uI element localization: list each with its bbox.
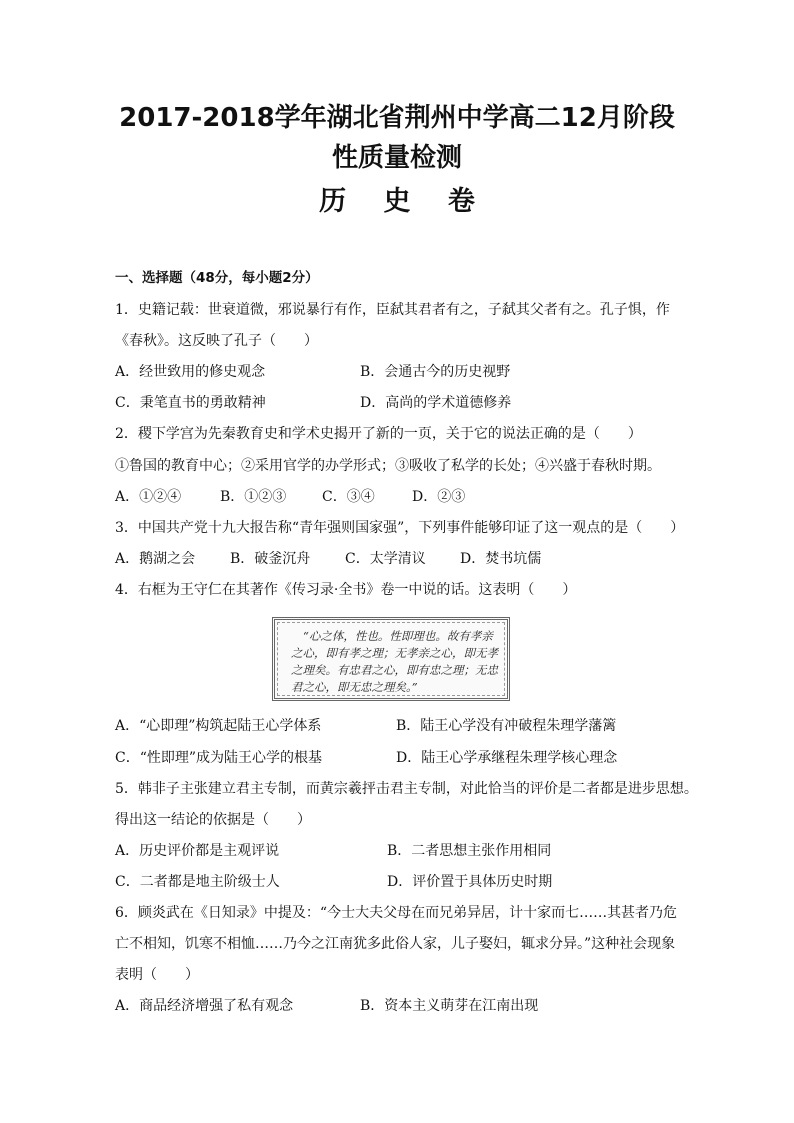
q3-option-c: C．太学清议 <box>345 551 426 567</box>
q1-option-d: D．高尚的学术道德修养 <box>360 395 512 411</box>
q3-option-d: D．焚书坑儒 <box>460 551 542 567</box>
q3-stem-line1: 3．中国共产党十九大报告称“青年强则国家强”，下列事件能够印证了这一观点的是（ ） <box>115 520 685 536</box>
q6-stem-line1: 6．顾炎武在《日知录》中提及：“今士大夫父母在而兄弟异居，计十家而七……其甚者乃危 <box>115 905 678 921</box>
q1-stem-line2: 《春秋》。这反映了孔子（ ） <box>115 333 318 349</box>
quote-frame <box>272 617 510 701</box>
exam-title-line2: 性质量检测 <box>331 143 462 173</box>
q6-stem-line2: 亡不相知，饥寒不相恤……乃今之江南犹多此俗人家，儿子娶妇，辄求分异。”这种社会现象 <box>115 936 676 952</box>
q6-option-b: B．资本主义萌芽在江南出现 <box>360 998 539 1014</box>
section-heading: 一、选择题（48分，每小题2分） <box>115 270 319 286</box>
q5-option-b: B．二者思想主张作用相同 <box>387 843 552 859</box>
q4-option-b: B．陆王心学没有冲破程朱理学藩篱 <box>396 718 617 734</box>
q2-stem-line1: 2．稷下学宫为先秦教育史和学术史揭开了新的一页，关于它的说法正确的是（ ） <box>115 426 642 442</box>
q1-option-c: C．秉笔直书的勇敢精神 <box>115 395 266 411</box>
q5-option-a: A．历史评价都是主观评说 <box>115 843 280 859</box>
q6-stem-line3: 表明（ ） <box>115 967 199 983</box>
q2-option-d: D．②③ <box>412 489 466 505</box>
q5-option-d: D．评价置于具体历史时期 <box>387 874 553 890</box>
q2-option-b: B．①②③ <box>220 489 287 505</box>
q6-option-a: A．商品经济增强了私有观念 <box>115 998 294 1014</box>
q4-option-d: D．陆王心学承继程朱理学核心理念 <box>396 750 618 766</box>
q1-option-a: A．经世致用的修史观念 <box>115 364 266 380</box>
q4-option-c: C．“性即理”成为陆王心学的根基 <box>115 750 323 766</box>
q5-option-c: C．二者都是地主阶级士人 <box>115 874 280 890</box>
q2-option-a: A．①②④ <box>115 489 182 505</box>
q4-stem-line1: 4．右框为王守仁在其著作《传习录·全书》卷一中说的话。这表明（ ） <box>115 582 577 598</box>
q4-option-a: A．“心即理”构筑起陆王心学体系 <box>115 718 322 734</box>
quote-text: “心之体，性也。性即理也。故有孝亲之心，即有孝之理；无孝亲之心，即无孝之理矣。有忠君之心，即有忠之理；无忠君之心，即无忠之理矣。” <box>291 629 498 694</box>
q5-stem-line1: 5．韩非子主张建立君主专制，而黄宗羲抨击君主专制，对此恰当的评价是二者都是进步思想。 <box>115 781 698 797</box>
q5-stem-line2: 得出这一结论的依据是（ ） <box>115 812 311 828</box>
q2-stem-line2: ①鲁国的教育中心；②采用官学的办学形式；③吸收了私学的长处；④兴盛于春秋时期。 <box>115 458 661 474</box>
q3-option-a: A．鹅湖之会 <box>115 551 196 567</box>
q2-option-c: C．③④ <box>322 489 375 505</box>
q3-option-b: B．破釜沉舟 <box>230 551 311 567</box>
exam-subtitle: 历 史 卷 <box>319 186 489 217</box>
q1-option-b: B．会通古今的历史视野 <box>360 364 511 380</box>
exam-title-line1: 2017-2018学年湖北省荆州中学高二12月阶段 <box>119 103 675 133</box>
q1-stem-line1: 1．史籍记载：世衰道微，邪说暴行有作，臣弑其君者有之，子弑其父者有之。孔子惧，作 <box>115 302 670 318</box>
